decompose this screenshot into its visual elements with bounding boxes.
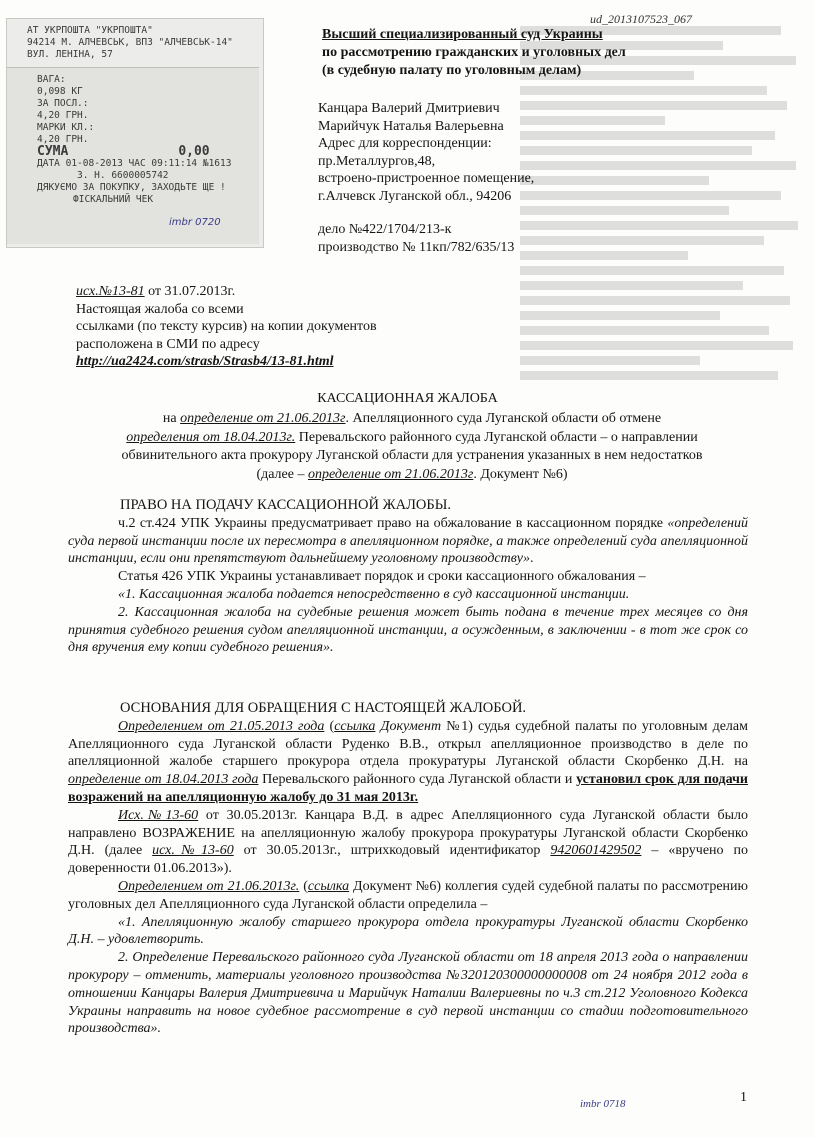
note-line: Настоящая жалоба со всеми (76, 301, 244, 317)
note-line: ссылками (по тексту курсив) на копии документов (76, 319, 377, 334)
receipt-row: МАРКИ КЛ.: (37, 122, 95, 133)
court-line: (в судебную палату по уголовным делам) (322, 63, 582, 78)
receipt-head-line: ВУЛ. ЛЕНІНА, 57 (27, 49, 113, 60)
subtitle-text: обвинительного акта прокурору Луганской области для устранения указанных в нем недостатков (121, 448, 703, 463)
subtitle-ref: определение от 21.06.2013г (307, 466, 474, 482)
court-line: по рассмотрению гражданских и уголовных дел (322, 45, 626, 60)
outgoing-ref-date: от 31.07.2013г. (144, 284, 236, 299)
receipt-sum (37, 146, 231, 158)
address-line: встроено-пристроенное помещение, (318, 171, 535, 186)
address-line: Марийчук Наталья Валерьевна (318, 118, 504, 134)
subtitle-text: Перевальского районного суда Луганской области – о направлении (295, 429, 698, 445)
document-id: ud_2013107523_067 (590, 12, 692, 26)
court-header (322, 26, 626, 80)
section-grounds (68, 700, 748, 1038)
paragraph-quote: «1. Апелляционную жалобу старшего прокурора отдела прокуратуры Луганской области Скорбенко Д.Н. – удовлетворить. (68, 914, 748, 948)
deadline-text: установил срок для подачи возражений на апелляционную жалобу до 31 мая 2013г. (68, 772, 749, 805)
paragraph-text: Документ №6) коллегия судей судебной палаты по рассмотрению уголовных дел Апелляционного суда Луганской области определила – (68, 878, 748, 912)
receipt-code: 3. Н. 6600005742 (77, 170, 169, 181)
paragraph-text: ч.2 ст.424 УПК Украины предусматривает право на обжалование в кассационном порядке (118, 515, 668, 531)
receipt-header (27, 25, 257, 61)
sender-address (318, 100, 534, 256)
paragraph-quote: «определений суда первой инстанции после их пересмотра в апелляционном порядке, а также определений суда апелляционной инстанции, если они препятствуют дальнейшему уголовному производству» (68, 515, 748, 567)
ref-text: Исх.№13-60 (118, 807, 199, 823)
paragraph-text: ( (324, 718, 335, 734)
receipt-row: 0,098 КГ (37, 86, 83, 97)
page-number: 1 (740, 1090, 747, 1105)
paragraph-text: от 30.05.2013г., штрихкодовый идентификатор (233, 843, 551, 859)
paragraph-quote: 2. Определение Перевальского районного суда Луганской области от 18 апреля 2013 года о направлении прокурору – отменить, материалы уголовного производства №320120300000000008 от 24 ноября 2012 года в отношении Канцары Валерия Дмитриевича и Марийчук Наталии Валериевны по ч.3 ст.212 Уголовного Кодекса Украины направить на новое судебное рассмотрение в суд первой инстанции со стадии подготовительного производства». (68, 950, 748, 1037)
barcode-id: 9420601429502 (550, 843, 642, 859)
paragraph-text: №1) судья судебной палаты по уголовным делам Апелляционного суда Луганской области Руденко В.В., открыл апелляционное производство в деле по апелляционной жалобе старшего прокурора отдела прокуратуры Луганской области Скорбенко Д.Н. на (68, 718, 748, 770)
link-text[interactable]: ссылка (334, 718, 376, 734)
receipt-row: ВАГА: (37, 74, 66, 85)
note-line: расположена в СМИ по адресу (76, 336, 260, 352)
section-header: ОСНОВАНИЯ ДЛЯ ОБРАЩЕНИЯ С НАСТОЯЩЕЙ ЖАЛОБОЙ. (120, 700, 527, 716)
paragraph-quote: 2. Кассационная жалоба на судебные решения может быть подана в течение трех месяцев со дня принятия судебного решения судом апелляционной инстанции, а осужденным, в заключении - в тот же срок со дня вручения ему копии судебного решения». (68, 604, 748, 656)
subtitle-ref: определение от 21.06.2013г (180, 411, 346, 426)
postal-receipt (6, 18, 264, 248)
link-text[interactable]: ссылка (307, 878, 350, 894)
receipt-tape (7, 67, 259, 244)
receipt-head-line: АТ УКРПОШТА "УКРПОШТА" (27, 25, 153, 36)
address-line: Адрес для корреспонденции: (318, 136, 492, 151)
receipt-sum-value: 0,00 (178, 144, 210, 159)
subtitle-text: на (162, 411, 181, 426)
paragraph-text: от 30.05.2013г. Канцара В.Д. в адрес Апелляционного суда Луганской области было направлено ВОЗРАЖЕНИЕ на апелляционную жалобу прокурора прокуратуры Луганской области Скорбенко Д.Н. (далее (68, 807, 748, 859)
paragraph-quote: «1. Кассационная жалоба подается непосредственно в суд кассационной инстанции. (118, 586, 630, 602)
receipt-row: 4,20 ГРН. (37, 134, 89, 145)
subtitle-text: . Документ №6) (473, 466, 568, 482)
section-right-to-appeal (68, 497, 748, 657)
receipt-row: ЗА ПОСЛ.: (37, 98, 89, 109)
paragraph-text: . (530, 551, 534, 567)
ref-text: определение от 18.04.2013 года (68, 772, 259, 788)
address-line: пр.Металлургов,48, (318, 153, 436, 169)
handwritten-note: imbr 0720 (169, 217, 221, 228)
bleed-through-text (520, 20, 810, 420)
paragraph (68, 718, 748, 807)
receipt-sum-label: СУМА (37, 144, 69, 159)
paragraph (68, 807, 748, 878)
proceeding-number: производство № 11кп/782/635/13 (318, 239, 515, 255)
receipt-head-line: 94214 М. АЛЧЕВСЬК, ВПЗ "АЛЧЕВСЬК-14" (27, 37, 233, 48)
outgoing-ref: исх.№13-81 (76, 284, 145, 299)
receipt-date: ДАТА 01-08-2013 ЧАС 09:11:14 №1613 (37, 158, 232, 169)
ref-text: исх.№13-60 (152, 843, 234, 859)
paragraph-text: ( (299, 878, 308, 894)
address-line: г.Алчевск Луганской обл., 94206 (318, 188, 512, 204)
paragraph: Статья 426 УПК Украины устанавливает порядок и сроки кассационного обжалования – (118, 569, 646, 585)
reference-note (76, 283, 377, 371)
paragraph (68, 878, 748, 914)
paragraph-text: Документ (375, 718, 442, 734)
note-url-link[interactable]: http://ua2424.com/strasb/Strasb4/13-81.html (76, 354, 334, 369)
address-line: Канцара Валерий Дмитриевич (318, 101, 500, 116)
receipt-fiscal: ФІСКАЛЬНИЙ ЧЕК (73, 194, 154, 205)
subtitle-text: . Апелляционного суда Луганской области об отмене (345, 411, 662, 426)
ref-text: Определением от 21.06.2013г. (118, 878, 300, 894)
paragraph-text: Перевальского районного суда Луганской области и (258, 772, 577, 788)
subtitle-text: (далее – (256, 466, 308, 482)
section-header: ПРАВО НА ПОДАЧУ КАССАЦИОННОЙ ЖАЛОБЫ. (120, 497, 451, 513)
paragraph-text: – «вручено по доверенности 01.06.2013»). (68, 843, 749, 877)
receipt-row: 4,20 ГРН. (37, 110, 89, 121)
paragraph (68, 515, 748, 568)
document-title: КАССАЦИОННАЯ ЖАЛОБА (317, 391, 498, 406)
ref-text: Определением от 21.05.2013 года (118, 718, 325, 734)
subtitle-ref: определения от 18.04.2013г. (126, 429, 296, 445)
court-line: Высший специализированный суд Украины (322, 27, 603, 42)
receipt-thanks: ДЯКУЄМО ЗА ПОКУПКУ, ЗАХОДЬТЕ ЩЕ ! (37, 182, 226, 193)
handwritten-footer-note: imbr 0718 (580, 1098, 626, 1110)
case-number: дело №422/1704/213-к (318, 222, 452, 237)
document-subtitle (72, 410, 752, 484)
